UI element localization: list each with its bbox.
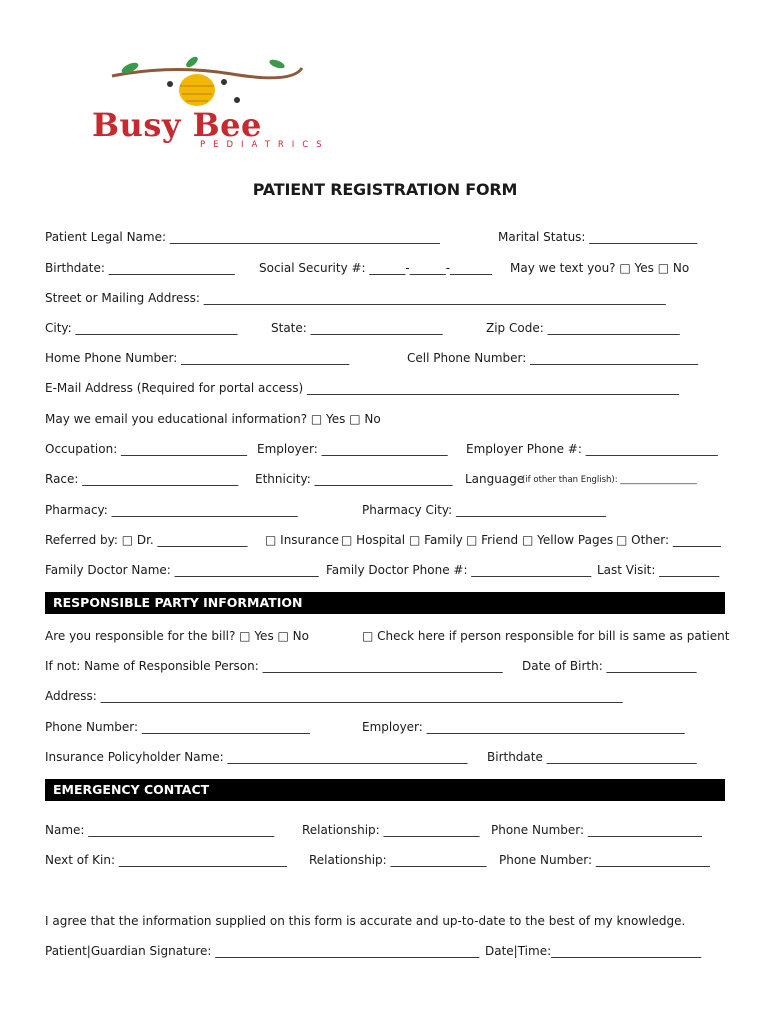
zip-code-field[interactable]: Zip Code: ______________________	[486, 321, 680, 335]
referred-family-checkbox[interactable]: □ Family	[409, 533, 463, 547]
kin-relationship-field[interactable]: Relationship: ________________	[309, 853, 487, 867]
responsible-employer-field[interactable]: Employer: ___________________________________________	[362, 720, 685, 734]
referred-yellow-pages-checkbox[interactable]: □ Yellow Pages	[522, 533, 614, 547]
marital-status-field[interactable]: Marital Status: __________________	[498, 230, 698, 244]
ssn-field[interactable]: Social Security #: ______-______-_______	[259, 261, 493, 275]
same-as-patient-checkbox[interactable]: □ Check here if person responsible for bill is same as patient	[362, 629, 730, 643]
emergency-contact-header: EMERGENCY CONTACT	[45, 779, 725, 801]
policyholder-birthdate-field[interactable]: Birthdate _________________________	[487, 750, 697, 764]
referred-friend-checkbox[interactable]: □ Friend	[466, 533, 519, 547]
birthdate-field[interactable]: Birthdate: _____________________	[45, 261, 235, 275]
responsible-address-field[interactable]: Address: _______________________________________________________________________________________	[45, 689, 623, 703]
pharmacy-field[interactable]: Pharmacy: _______________________________	[45, 503, 298, 517]
language-field[interactable]: (if other than English): __________________	[522, 475, 697, 485]
logo-subtitle: PEDIATRICS	[200, 140, 330, 150]
emergency-relationship-field[interactable]: Relationship: ________________	[302, 823, 480, 837]
email-field[interactable]: E-Mail Address (Required for portal access) ______________________________________________________________	[45, 381, 679, 395]
mailing-address-field[interactable]: Street or Mailing Address: _____________________________________________________________________________	[45, 291, 666, 305]
family-doctor-phone-field[interactable]: Family Doctor Phone #: ____________________	[326, 563, 592, 577]
family-doctor-name-field[interactable]: Family Doctor Name: ________________________	[45, 563, 319, 577]
responsible-person-name-field[interactable]: If not: Name of Responsible Person: ________________________________________	[45, 659, 503, 673]
language-label: Language	[465, 472, 525, 486]
referred-insurance-checkbox[interactable]: □ Insurance	[265, 533, 340, 547]
emergency-name-field[interactable]: Name: _______________________________	[45, 823, 275, 837]
employer-phone-field[interactable]: Employer Phone #: ______________________	[466, 442, 718, 456]
employer-field[interactable]: Employer: _____________________	[257, 442, 448, 456]
next-of-kin-field[interactable]: Next of Kin: ____________________________	[45, 853, 287, 867]
policyholder-name-field[interactable]: Insurance Policyholder Name: ________________________________________	[45, 750, 468, 764]
responsible-dob-field[interactable]: Date of Birth: _______________	[522, 659, 697, 673]
home-phone-field[interactable]: Home Phone Number: ____________________________	[45, 351, 350, 365]
email-education-checkboxes[interactable]: May we email you educational information? □ Yes □ No	[45, 412, 381, 426]
agreement-statement: I agree that the information supplied on this form is accurate and up-to-date to the best of my knowledge.	[45, 914, 686, 928]
signature-field[interactable]: Patient|Guardian Signature: ____________________________________________	[45, 944, 480, 958]
cell-phone-field[interactable]: Cell Phone Number: ____________________________	[407, 351, 699, 365]
referred-other-checkbox[interactable]: □ Other: ________	[616, 533, 721, 547]
responsible-party-header: RESPONSIBLE PARTY INFORMATION	[45, 592, 725, 614]
kin-phone-field[interactable]: Phone Number: ___________________	[499, 853, 710, 867]
ethnicity-field[interactable]: Ethnicity: _______________________	[255, 472, 453, 486]
responsible-phone-field[interactable]: Phone Number: ____________________________	[45, 720, 310, 734]
form-title: PATIENT REGISTRATION FORM	[252, 180, 518, 199]
emergency-phone-field[interactable]: Phone Number: ___________________	[491, 823, 702, 837]
occupation-field[interactable]: Occupation: _____________________	[45, 442, 248, 456]
pharmacy-city-field[interactable]: Pharmacy City: _________________________	[362, 503, 606, 517]
referred-hospital-checkbox[interactable]: □ Hospital	[341, 533, 406, 547]
bill-responsible-checkboxes[interactable]: Are you responsible for the bill? □ Yes □ No	[45, 629, 309, 643]
state-field[interactable]: State: ______________________	[271, 321, 443, 335]
patient-legal-name-field[interactable]: Patient Legal Name: _____________________________________________	[45, 230, 440, 244]
last-visit-field[interactable]: Last Visit: __________	[597, 563, 720, 577]
busy-bee-logo	[92, 56, 342, 156]
logo-wordmark: Busy Bee	[92, 106, 262, 144]
date-time-field[interactable]: Date|Time:_________________________	[485, 944, 702, 958]
referred-by-dr-checkbox[interactable]: Referred by: □ Dr. _______________	[45, 533, 248, 547]
race-field[interactable]: Race: __________________________	[45, 472, 239, 486]
text-consent-checkboxes[interactable]: May we text you? □ Yes □ No	[510, 261, 690, 275]
city-field[interactable]: City: ___________________________	[45, 321, 238, 335]
